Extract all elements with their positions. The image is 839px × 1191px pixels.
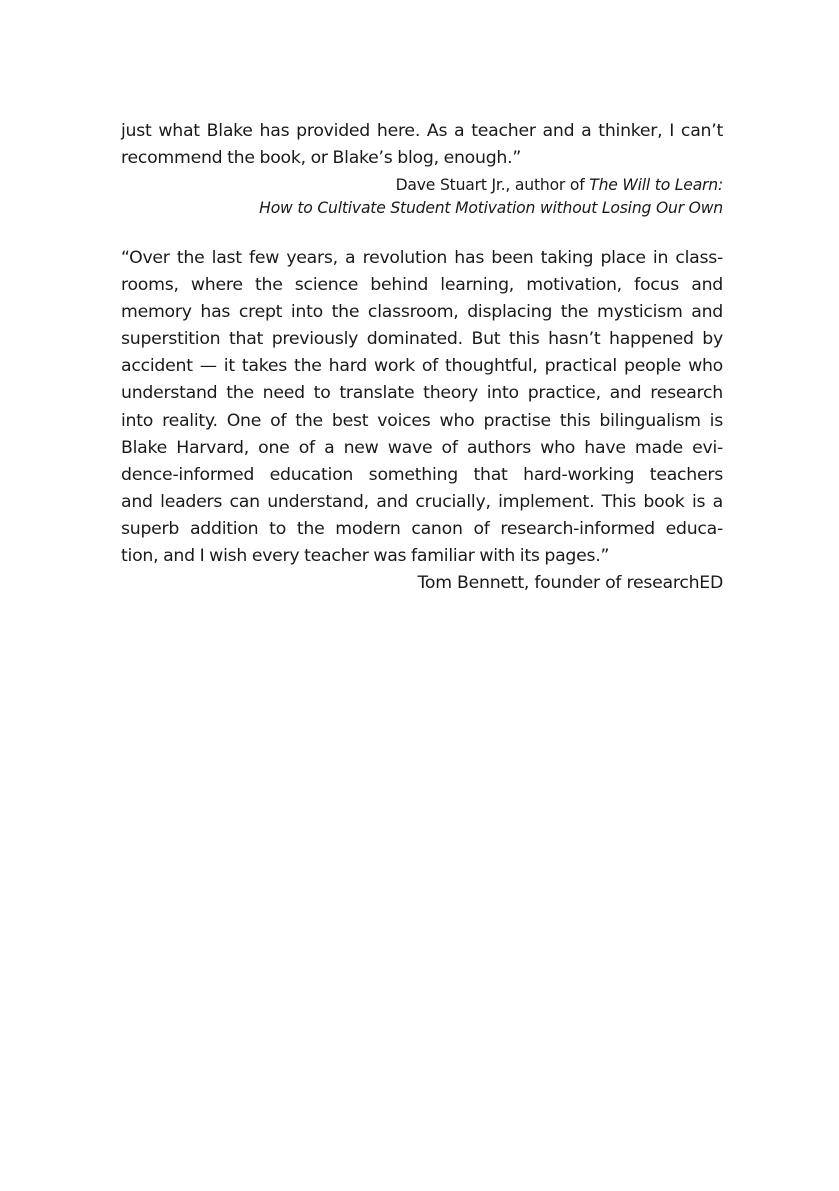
quote-1-attribution-line-1 (259, 174, 723, 197)
quote-2-line-2: rooms, where the science behind learning, motivation, focus and (121, 275, 723, 296)
quote-2-line-9: dence-informed education something that hard-working teachers (121, 464, 723, 485)
quote-1-line-2: recommend the book, or Blake’s blog, enough.” (121, 148, 522, 169)
quote-2-line-11: superb addition to the modern canon of research-informed educa- (121, 518, 723, 539)
quote-2-line-3: memory has crept into the classroom, displacing the mysticism and (121, 302, 723, 323)
quote-1-text (121, 118, 723, 172)
quote-2-line-7: into reality. One of the best voices who practise this bilingualism is (121, 410, 723, 431)
quote-1-author: Dave Stuart Jr., author of (395, 176, 590, 194)
quote-1-book-title-part-2: How to Cultivate Student Motivation without Losing Our Own (259, 199, 723, 217)
quote-2-line-6: understand the need to translate theory into practice, and research (121, 383, 723, 404)
quote-1-line-1: just what Blake has provided here. As a teacher and a thinker, I can’t (121, 121, 723, 141)
quote-2-line-8: Blake Harvard, one of a new wave of authors who have made evi- (121, 437, 723, 458)
quote-1-book-title-part-1: The Will to Learn: (589, 176, 723, 194)
quote-2-line-4: superstition that previously dominated. But this hasn’t happened by (121, 329, 723, 350)
quote-2-line-5: accident — it takes the hard work of thoughtful, practical people who (121, 356, 723, 377)
quote-2-line-1: “Over the last few years, a revolution has been taking place in class- (121, 248, 723, 268)
quote-2-text (121, 245, 723, 570)
quote-2-attribution: Tom Bennett, founder of researchED (417, 573, 723, 593)
quote-2-line-10: and leaders can understand, and crucially, implement. This book is a (121, 491, 723, 512)
quote-2-line-12: tion, and I wish every teacher was familiar with its pages.” (121, 546, 610, 567)
quote-1-attribution (259, 174, 723, 220)
